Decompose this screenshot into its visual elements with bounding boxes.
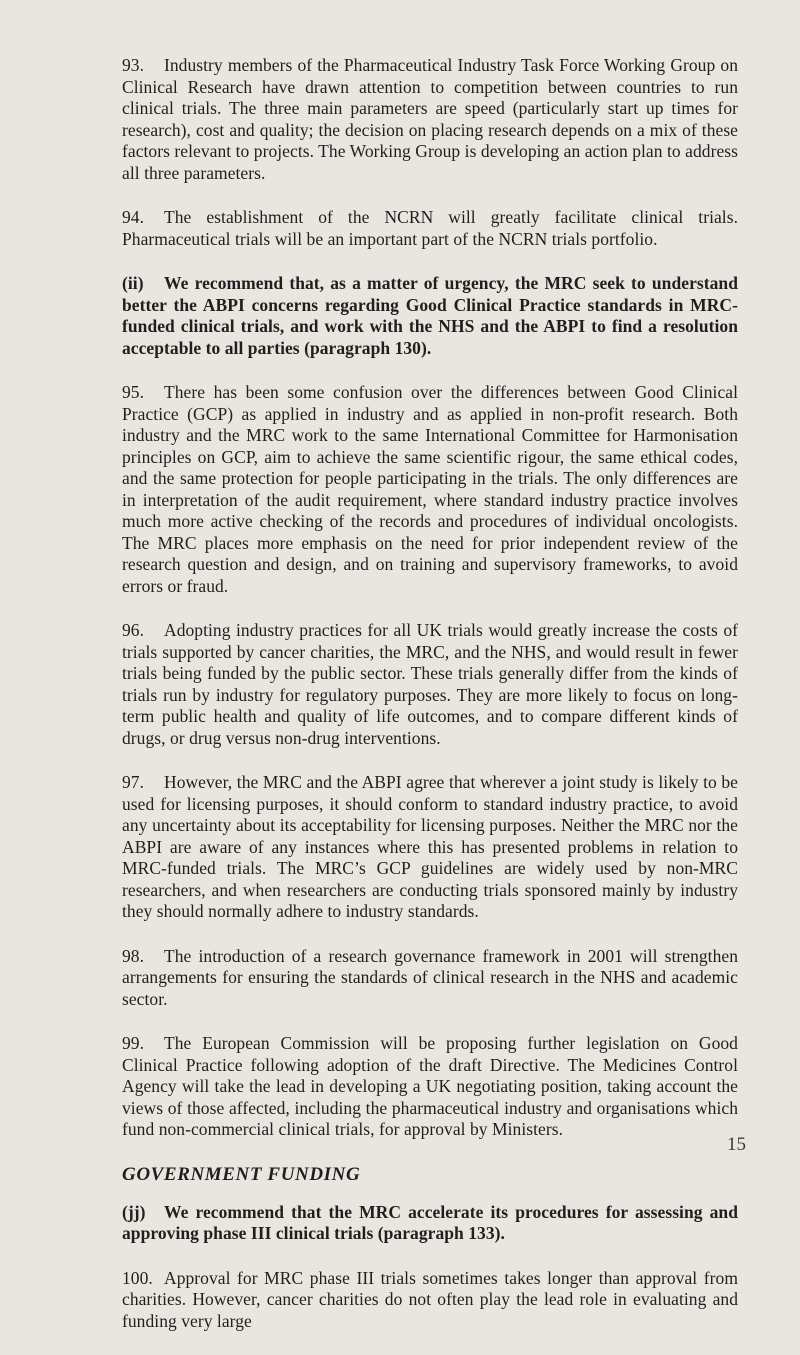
paragraph-94 <box>122 207 738 250</box>
paragraph-text: However, the MRC and the ABPI agree that wherever a joint study is likely to be used for licensing purposes, it should conform to standard industry practice, to avoid any uncertainty about its acceptability for licensing purposes. Neither the MRC nor the ABPI are aware of any instances where this has presented problems in relation to MRC-funded trials. The MRC’s GCP guidelines are widely used by non-MRC researchers, and when researchers are conducting trials sponsored mainly by industry they should normally adhere to industry standards. <box>122 772 738 921</box>
paragraph-text: There has been some confusion over the differences between Good Clinical Practice (GCP) as applied in industry and as applied in non-profit research. Both industry and the MRC work to the same International Committee for Harmonisation principles on GCP, aim to achieve the same scientific rigour, the same ethical codes, and the same protection for people participating in the trials. The only differences are in interpretation of the audit requirement, where standard industry practice involves much more active checking of the records and procedures of individual oncologists. The MRC places more emphasis on the need for prior independent review of the research question and design, and on training and supervisory frameworks, to avoid errors or fraud. <box>122 382 738 596</box>
paragraph-text: The European Commission will be proposing further legislation on Good Clinical Practice following adoption of the draft Directive. The Medicines Control Agency will take the lead in developing a UK negotiating position, taking account the views of those affected, including the pharmaceutical industry and organisations which fund non-commercial clinical trials, for approval by Ministers. <box>122 1033 738 1139</box>
paragraph-93 <box>122 55 738 184</box>
paragraph-97 <box>122 772 738 923</box>
recommendation-number: (ii) <box>122 273 144 293</box>
paragraph-text: Adopting industry practices for all UK trials would greatly increase the costs of trials supported by cancer charities, the MRC, and the NHS, and would result in fewer trials being funded by the public sector. These trials generally differ from the kinds of trials run by industry for regulatory purposes. They are more likely to focus on long-term public health and quality of life outcomes, and to compare different kinds of drugs, or drug versus non-drug interventions. <box>122 620 738 748</box>
recommendation-text: We recommend that, as a matter of urgency, the MRC seek to understand better the ABPI concerns regarding Good Clinical Practice standards in MRC-funded clinical trials, and work with the NHS and the ABPI to find a resolution acceptable to all parties (paragraph 130). <box>122 273 738 358</box>
paragraph-text: The introduction of a research governance framework in 2001 will strengthen arrangements for ensuring the standards of clinical research in the NHS and academic sector. <box>122 945 738 1009</box>
paragraph-number: 99. <box>122 1033 145 1053</box>
recommendation-text: We recommend that the MRC accelerate its procedures for assessing and approving phase III clinical trials (paragraph 133). <box>122 1201 738 1243</box>
paragraph-number: 97. <box>122 772 145 792</box>
recommendation-ii <box>122 273 738 359</box>
paragraph-number: 96. <box>122 620 145 640</box>
paragraph-number: 95. <box>122 382 145 402</box>
paragraph-98 <box>122 946 738 1011</box>
recommendation-number: (jj) <box>122 1201 146 1222</box>
paragraph-number: 100. <box>122 1267 153 1288</box>
recommendation-jj <box>122 1202 738 1245</box>
paragraph-text: Industry members of the Pharmaceutical Industry Task Force Working Group on Clinical Research have drawn attention to competition between countries to run clinical trials. The three main parameters are speed (particularly start up times for research), cost and quality; the decision on placing research depends on a mix of these factors relevant to projects. The Working Group is developing an action plan to address all three parameters. <box>122 55 738 183</box>
paragraph-99 <box>122 1033 738 1141</box>
paragraph-96 <box>122 620 738 749</box>
document-body <box>122 55 738 1355</box>
page-number: 15 <box>727 1134 746 1155</box>
paragraph-number: 98. <box>122 945 145 966</box>
paragraph-100 <box>122 1268 738 1333</box>
paragraph-text: Approval for MRC phase III trials sometimes takes longer than approval from charities. However, cancer charities do not often play the lead role in evaluating and funding very large <box>122 1267 738 1331</box>
paragraph-number: 94. <box>122 207 145 227</box>
paragraph-number: 93. <box>122 55 145 75</box>
paragraph-text: The establishment of the NCRN will greatly facilitate clinical trials. Pharmaceutical trials will be an important part of the NCRN trials portfolio. <box>122 207 738 249</box>
paragraph-95 <box>122 382 738 597</box>
section-heading: GOVERNMENT FUNDING <box>122 1163 361 1185</box>
